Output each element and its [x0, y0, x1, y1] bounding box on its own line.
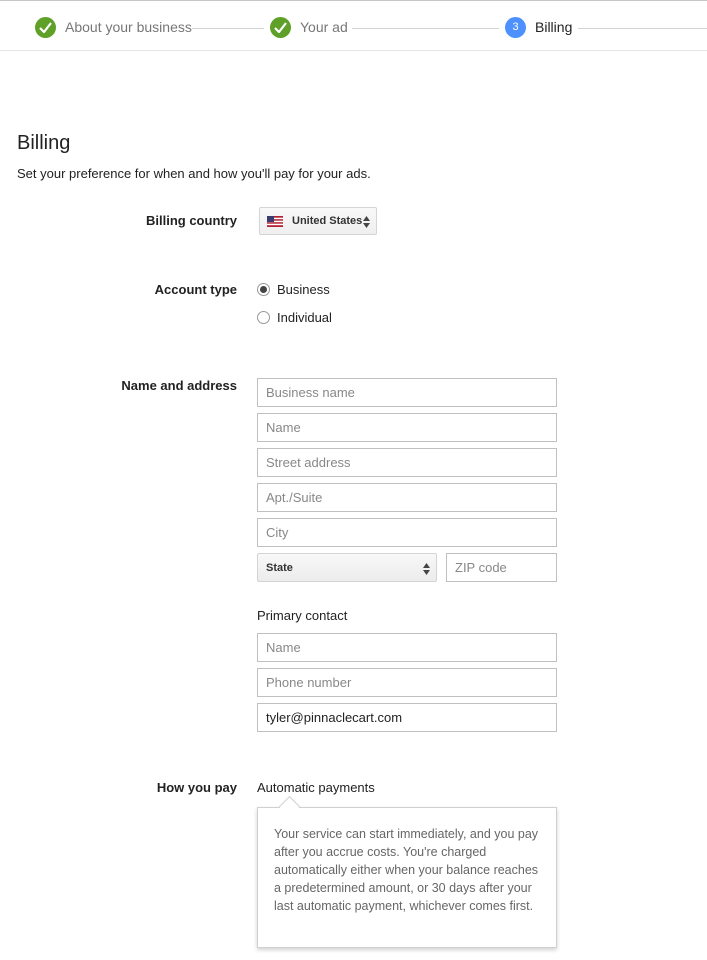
account-type-business-option[interactable]: [257, 282, 330, 297]
zip-code-input[interactable]: [446, 553, 557, 582]
email-input[interactable]: [257, 703, 557, 732]
state-select-value: State: [266, 561, 293, 574]
state-select[interactable]: [257, 553, 437, 582]
step-label: About your business: [65, 19, 192, 35]
radio-button-selected[interactable]: [257, 283, 270, 296]
billing-country-select[interactable]: [259, 207, 377, 235]
account-type-label: Account type: [154, 282, 237, 297]
apt-suite-input[interactable]: [257, 483, 557, 512]
city-input[interactable]: [257, 518, 557, 547]
radio-label: Business: [277, 282, 330, 297]
check-icon: [270, 17, 291, 38]
step-number-badge: 3: [505, 17, 526, 38]
step-label: Billing: [535, 19, 573, 35]
step-label: Your ad: [300, 19, 348, 35]
updown-arrow-icon: [423, 563, 430, 575]
business-name-input[interactable]: [257, 378, 557, 407]
how-you-pay-label: How you pay: [156, 780, 237, 795]
updown-arrow-icon: [363, 216, 370, 228]
payment-description-tooltip: [257, 807, 557, 948]
name-input[interactable]: [257, 413, 557, 442]
step-billing: [505, 15, 572, 39]
step-your-ad[interactable]: [270, 15, 348, 39]
page-title: Billing: [17, 132, 71, 154]
contact-name-input[interactable]: [257, 633, 557, 662]
primary-contact-label: Primary contact: [257, 608, 348, 623]
phone-number-input[interactable]: [257, 668, 557, 697]
name-and-address-label: Name and address: [121, 378, 237, 393]
billing-country-label: Billing country: [146, 213, 237, 228]
check-icon: [35, 17, 56, 38]
step-connector: [192, 28, 264, 29]
radio-button[interactable]: [257, 311, 270, 324]
payment-method-value: Automatic payments: [257, 780, 375, 795]
payment-description-text: Your service can start immediately, and you pay after you accrue costs. You're charged automatically either when your balance reaches a predetermined amount, or 30 days after your last automatic payment, whichever comes first.: [274, 827, 539, 913]
billing-country-value: United States: [292, 215, 363, 227]
radio-label: Individual: [277, 310, 332, 325]
step-about-your-business[interactable]: [35, 15, 192, 39]
page-intro: Set your preference for when and how you'll pay for your ads.: [17, 166, 371, 181]
us-flag-icon: [267, 216, 283, 227]
progress-stepper: [0, 0, 707, 51]
step-connector: [352, 28, 499, 29]
street-address-input[interactable]: [257, 448, 557, 477]
account-type-individual-option[interactable]: [257, 310, 332, 325]
step-connector: [578, 28, 707, 29]
